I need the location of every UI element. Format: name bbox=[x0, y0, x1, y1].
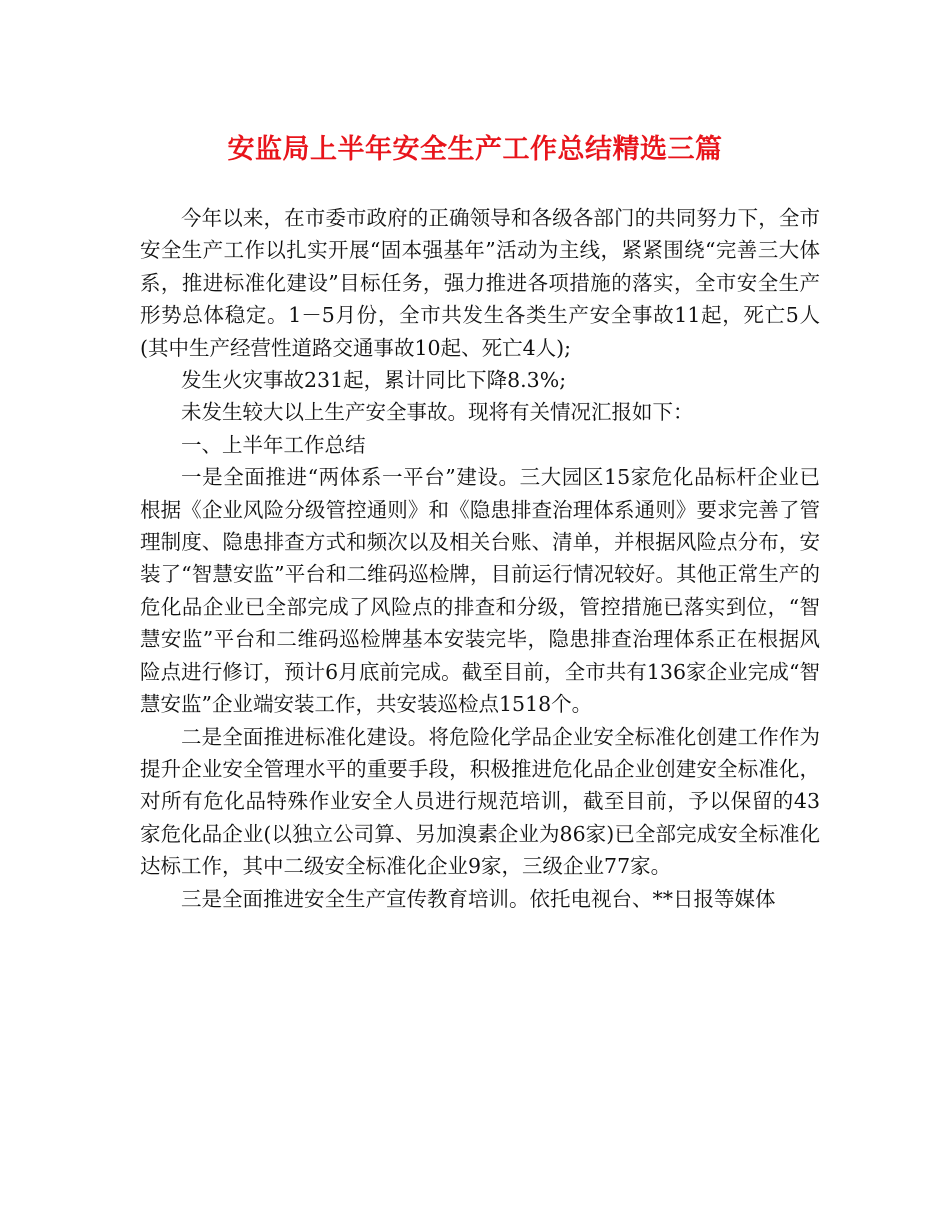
paragraph: 未发生较大以上生产安全事故。现将有关情况汇报如下： bbox=[181, 400, 694, 425]
paragraph: 今年以来，在市委市政府的正确领导和各级各部门的共同努力下，全市安全生产工作以扎实开展“固本强基年”活动为主线，紧紧围绕“完善三大体系，推进标准化建设”目标任务，强力推进各项措施的落实，全市安全生产形势总体稳定。1－5月份，全市共发生各类生产安全事故11起，死亡5人(其中生产经营性道路交通事故10起、死亡4人); bbox=[140, 206, 820, 360]
paragraph: 发生火灾事故231起，累计同比下降8.3%; bbox=[181, 368, 567, 393]
document-body bbox=[140, 202, 820, 915]
paragraph: 一是全面推进“两体系一平台”建设。三大园区15家危化品标杆企业已根据《企业风险分级管控通则》和《隐患排查治理体系通则》要求完善了管理制度、隐患排查方式和频次以及相关台账、清单，并根据风险点分布，安装了“智慧安监”平台和二维码巡检牌，目前运行情况较好。其他正常生产的危化品企业已全部完成了风险点的排查和分级，管控措施已落实到位，“智慧安监”平台和二维码巡检牌基本安装完毕，隐患排查治理体系正在根据风险点进行修订，预计6月底前完成。截至目前，全市共有136家企业完成“智慧安监”企业端安装工作，共安装巡检点1518个。 bbox=[140, 465, 820, 717]
paragraph: 三是全面推进安全生产宣传教育培训。依托电视台、**日报等媒体 bbox=[181, 886, 776, 911]
document-title: 安监局上半年安全生产工作总结精选三篇 bbox=[227, 134, 723, 165]
paragraph: 二是全面推进标准化建设。将危险化学品企业安全标准化创建工作作为提升企业安全管理水平的重要手段，积极推进危化品企业创建安全标准化，对所有危化品特殊作业安全人员进行规范培训，截至目前，予以保留的43家危化品企业(以独立公司算、另加溴素企业为86家)已全部完成安全标准化达标工作，其中二级安全标准化企业9家，三级企业77家。 bbox=[140, 724, 820, 879]
section-heading: 一、上半年工作总结 bbox=[181, 432, 366, 457]
